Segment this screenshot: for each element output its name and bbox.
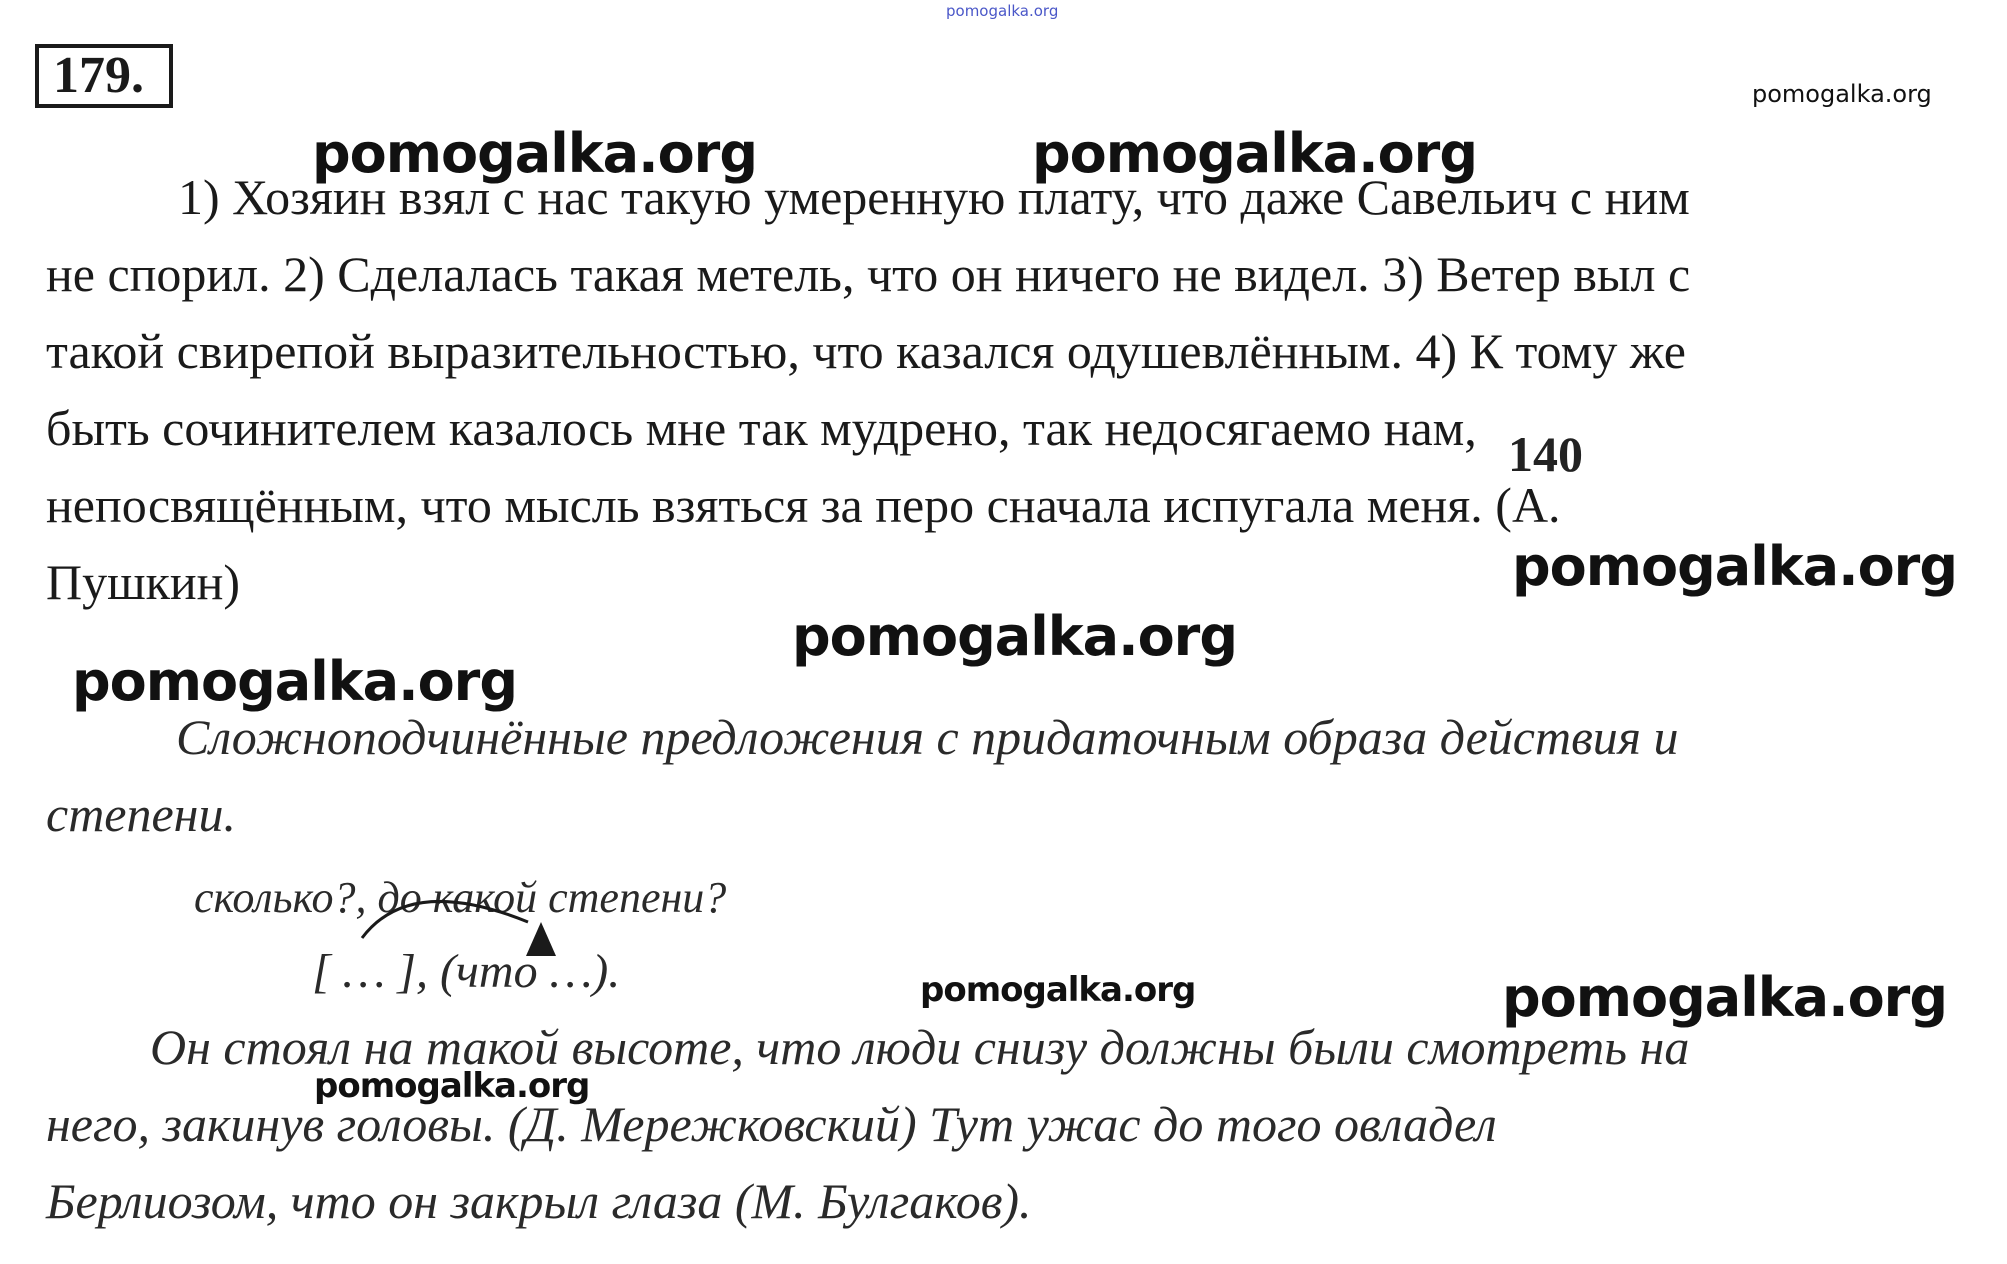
text-line-2: не спорил. 2) Сделалась такая метель, что он ничего не видел. 3) Ветер выл с <box>46 246 1691 302</box>
watermark-top-right: pomogalka.org <box>1752 80 1932 108</box>
watermark: pomogalka.org <box>314 1066 590 1106</box>
watermark: pomogalka.org <box>312 122 757 185</box>
text-line-1: 1) Хозяин взял с нас такую умеренную плату, что даже Савельич с ним <box>178 169 1690 225</box>
example-line-3: Берлиозом, что он закрыл глаза (М. Булгаков). <box>46 1173 1032 1229</box>
text-line-4: быть сочинителем казалось мне так мудрено, так недосягаемо нам, <box>46 400 1477 456</box>
watermark: pomogalka.org <box>1512 535 1957 598</box>
heading-line-2: степени. <box>46 786 236 842</box>
watermark: pomogalka.org <box>792 605 1237 668</box>
exercise-number-box <box>35 44 173 108</box>
watermark-top: pomogalka.org <box>946 2 1059 20</box>
text-line-5: непосвящённым, что мысль взяться за перо сначала испугала меня. (А. <box>46 477 1561 533</box>
text-line-3: такой свирепой выразительностью, что казался одушевлённым. 4) К тому же <box>46 323 1686 379</box>
exercise-number: 179. <box>53 47 144 104</box>
watermark: pomogalka.org <box>920 970 1196 1010</box>
watermark: pomogalka.org <box>72 650 517 713</box>
scheme-formula: [ … ], (что …). <box>312 945 621 998</box>
heading-line-1: Сложноподчинённые предложения с придаточным образа действия и <box>176 709 1679 765</box>
watermark: pomogalka.org <box>1032 122 1477 185</box>
page-number: 140 <box>1508 426 1583 482</box>
watermark: pomogalka.org <box>1502 966 1947 1029</box>
example-line-1: Он стоял на такой высоте, что люди снизу должны были смотреть на <box>150 1019 1690 1075</box>
text-line-6: Пушкин) <box>46 554 241 610</box>
scheme-question: сколько?, до какой степени? <box>194 873 727 922</box>
example-line-2: него, закинув головы. (Д. Мережковский) Тут ужас до того овладел <box>46 1096 1497 1152</box>
